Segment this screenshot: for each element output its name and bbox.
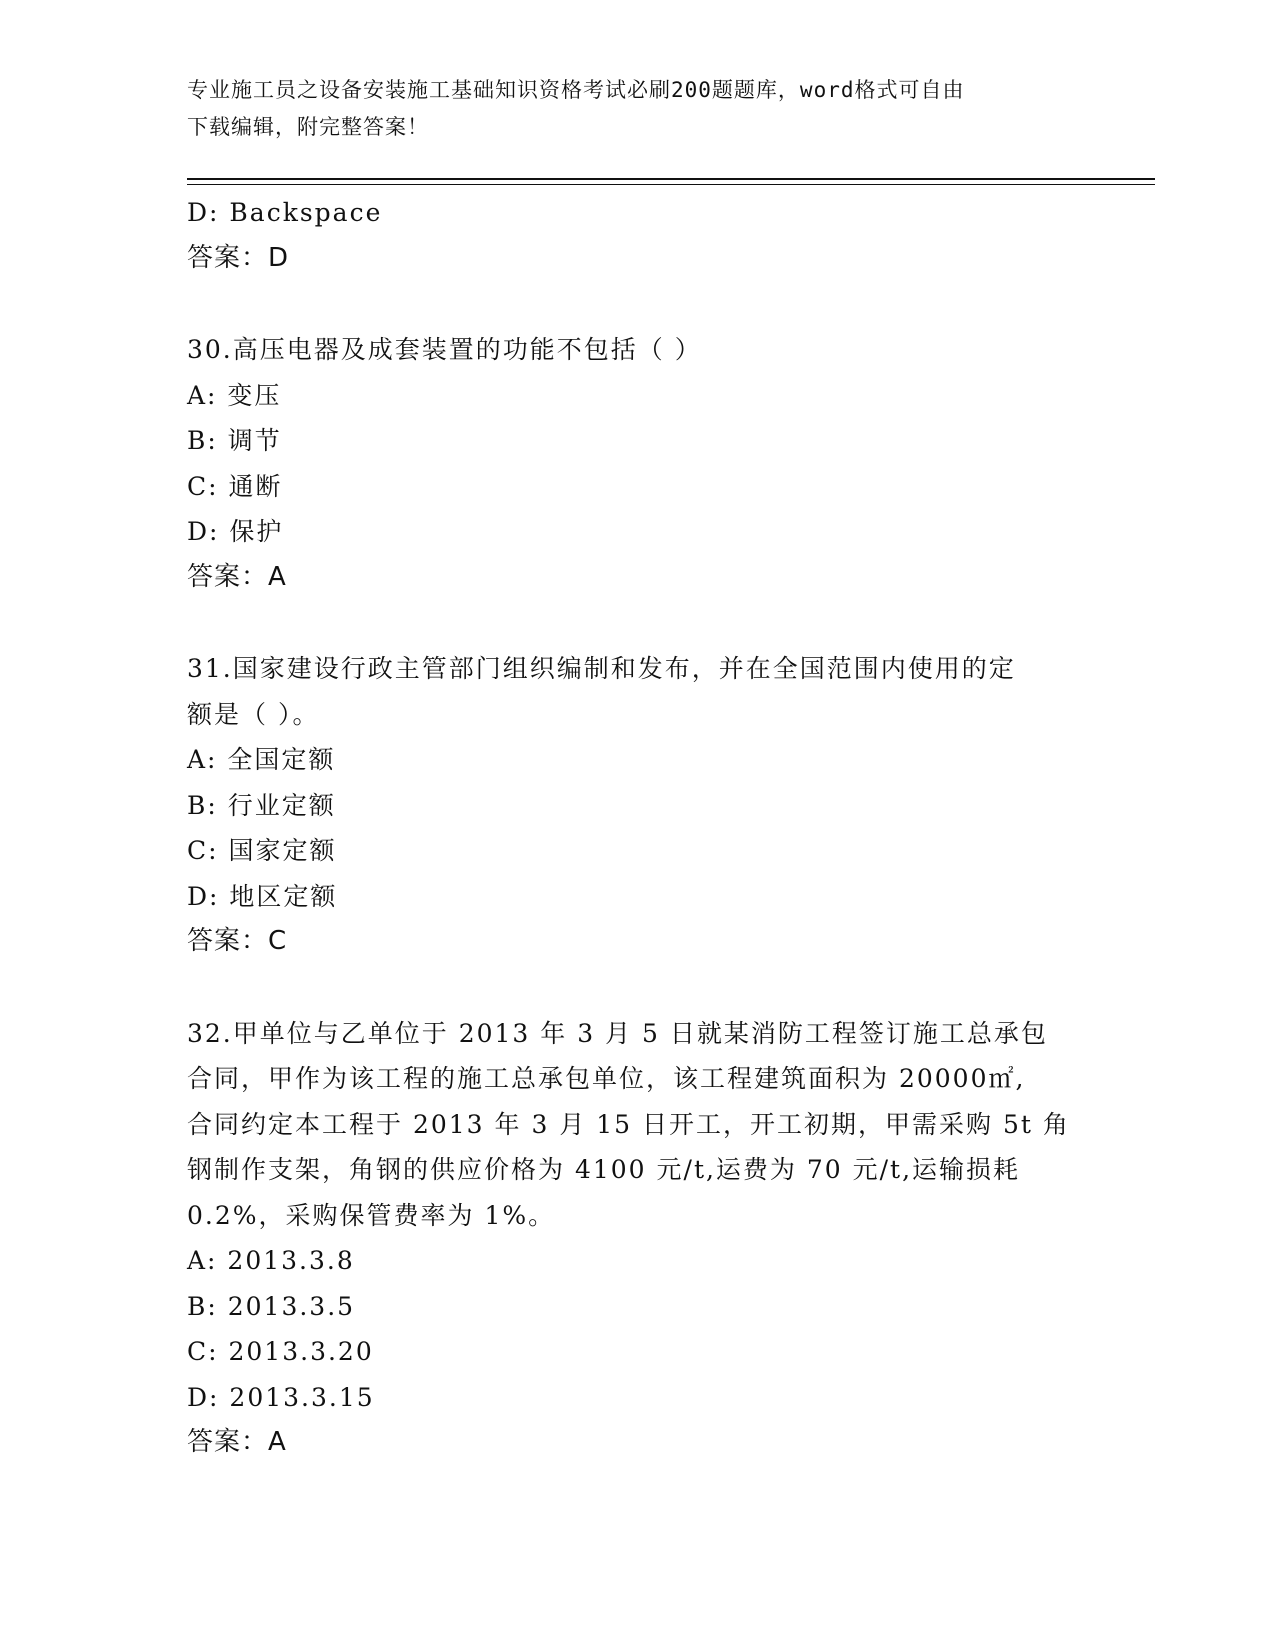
answer-line: 答案：A: [187, 561, 287, 592]
question-text: 30.高压电器及成套装置的功能不包括（ ）: [187, 335, 702, 364]
option-c: C: 国家定额: [187, 836, 337, 865]
header-rule-thick: [187, 178, 1155, 180]
question-text-line-1: 32.甲单位与乙单位于 2013 年 3 月 5 日就某消防工程签订施工总承包: [187, 1018, 1048, 1048]
question-text-line-3: 合同约定本工程于 2013 年 3 月 15 日开工，开工初期，甲需采购 5t 角: [187, 1109, 1070, 1139]
spacer: [187, 965, 1087, 1011]
spacer: [187, 281, 1087, 327]
option-c: C: 2013.3.20: [187, 1337, 374, 1366]
document-header: [187, 72, 1067, 146]
question-text-line-2: 额是（ ）。: [187, 699, 320, 729]
question-text-line-2: 合同，甲作为该工程的施工总承包单位，该工程建筑面积为 20000㎡,: [187, 1064, 1026, 1093]
answer-line: 答案：C: [187, 926, 288, 956]
option-b: B: 行业定额: [187, 790, 336, 820]
option-c: C: 通断: [187, 471, 283, 501]
answer-line: 答案：A: [187, 1427, 287, 1457]
header-rule-thin: [187, 184, 1155, 185]
header-line-1: 专业施工员之设备安装施工基础知识资格考试必刷200题题库，word格式可自由: [187, 78, 965, 102]
option-b: B: 调节: [187, 426, 282, 455]
option-d: D: 保护: [187, 517, 284, 546]
question-text-line-4: 钢制作支架，角钢的供应价格为 4100 元/t,运费为 70 元/t,运输损耗: [187, 1155, 1021, 1184]
previous-question-tail: [187, 190, 1087, 281]
option-d: D: 2013.3.15: [187, 1382, 375, 1412]
option-d: D: 地区定额: [187, 881, 338, 911]
answer-line: 答案：D: [187, 242, 290, 273]
question-text-line-5: 0.2%，采购保管费率为 1%。: [187, 1200, 556, 1230]
question-content: [187, 190, 1087, 1466]
header-line-2: 下载编辑，附完整答案！: [187, 115, 429, 139]
spacer: [187, 600, 1087, 646]
question-30: [187, 327, 1087, 600]
question-31: [187, 646, 1087, 965]
option-a: A: 变压: [187, 380, 282, 410]
option-a: A: 2013.3.8: [187, 1246, 355, 1275]
option-b: B: 2013.3.5: [187, 1291, 356, 1321]
option-a: A: 全国定额: [187, 745, 336, 774]
option-d: D: Backspace: [187, 198, 383, 227]
question-text-line-1: 31.国家建设行政主管部门组织编制和发布，并在全国范围内使用的定: [187, 654, 1016, 683]
question-32: [187, 1011, 1087, 1466]
